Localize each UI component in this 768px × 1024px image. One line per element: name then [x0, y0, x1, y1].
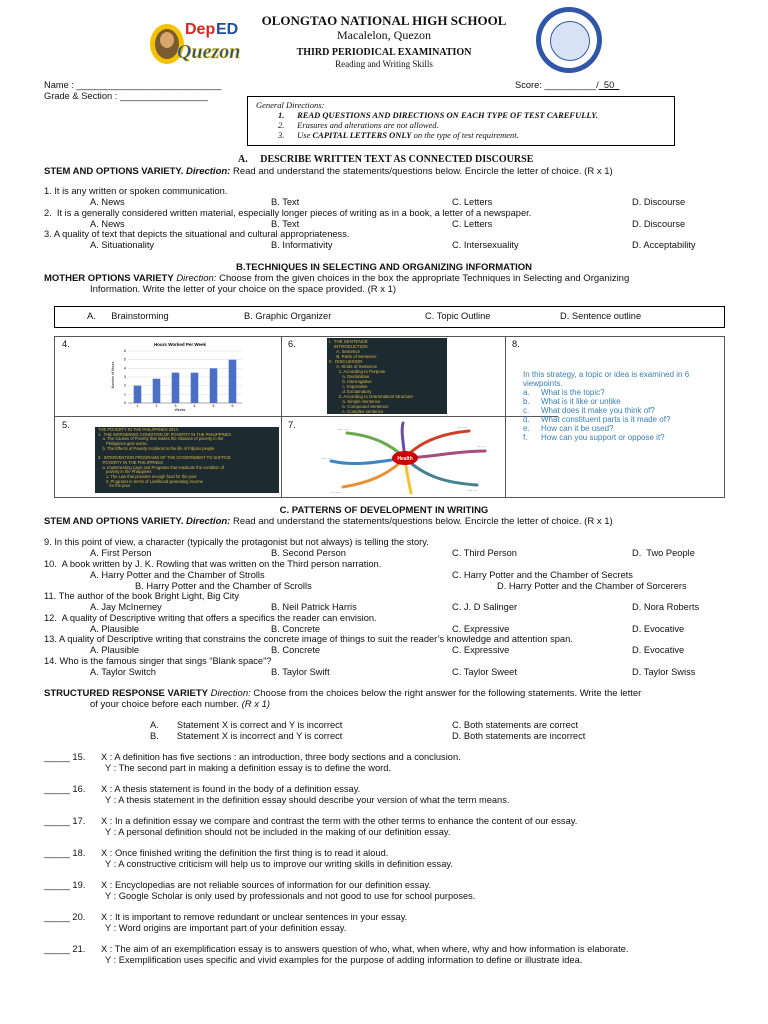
q11-option-d[interactable]: D. Nora Roberts — [632, 602, 700, 612]
grade-section-field[interactable]: Grade & Section : _________________ — [44, 91, 208, 101]
cubing-item: f. How can you support or oppose it? — [523, 433, 665, 442]
q2-option-b[interactable]: B. Text — [271, 219, 300, 229]
item-7-label: 7. — [288, 420, 296, 430]
q2-option-c[interactable]: C. Letters — [452, 219, 493, 229]
mindmap-center: Health — [397, 456, 413, 462]
cubing-item: c. What does it make you think of? — [523, 406, 655, 415]
chart-xlabel: Weeks — [174, 408, 186, 412]
q12-option-d[interactable]: D. Evocative — [632, 624, 685, 634]
q13-option-a[interactable]: A. Plausible — [90, 645, 140, 655]
section-c-title: C. PATTERNS OF DEVELOPMENT IN WRITING — [279, 505, 489, 516]
outline6-line: d. Exclamatory — [329, 389, 372, 394]
exam-title: THIRD PERIODICAL EXAMINATION — [296, 47, 472, 58]
q3-option-b[interactable]: B. Informativity — [271, 240, 333, 250]
statement-x: X : In a definition essay we compare and contrast the term with the other terms to enhance the content of our essay. — [101, 816, 578, 826]
item-5-label: 5. — [62, 420, 70, 430]
q14-option-b[interactable]: B. Taylor Swift — [271, 667, 330, 677]
svg-text:ED: ED — [216, 21, 239, 38]
question-10: 10. A book written by J. K. Rowling that was written on the Third person narration. — [44, 559, 382, 569]
statement-x: X : A thesis statement is found in the body of a definition essay. — [101, 784, 361, 794]
option-topic-outline: C. Topic Outline — [425, 311, 491, 321]
chart-ytick: 6 — [124, 349, 126, 353]
svg-text:Dep: Dep — [185, 21, 216, 38]
cubing-item: a. What is the topic? — [523, 388, 605, 397]
section-a-directions: STEM AND OPTIONS VARIETY. Direction: Read and understand the statements/questions below. Encircle the letter of choice. (R x 1) — [44, 166, 613, 177]
statement-y: Y : Google Scholar is only used by professionals and not good to use for school purposes. — [105, 891, 476, 901]
chart-title: Hours Worked Per Week — [153, 342, 207, 347]
chart-xtick: 5 — [212, 404, 215, 408]
technique-pictures-grid — [54, 336, 725, 498]
structured-directions-cont: of your choice before each number. (R x 1) — [90, 699, 271, 710]
outline5-line: poverty in the Philippines — [98, 469, 152, 475]
question-11: 11. The author of the book Bright Light, Big City — [44, 591, 240, 601]
outline6-line: 1. According to Purpose — [329, 369, 386, 374]
question-14: 14. Who is the famous singer that sings “Blank space”? — [44, 656, 272, 666]
direction-2: 2. Erasures and alterations are not allowed. — [278, 120, 439, 130]
question-12: 12. A quality of Descriptive writing that offers a specifics the reader can envision. — [44, 613, 377, 623]
section-a-title: A. DESCRIBE WRITTEN TEXT AS CONNECTED DISCOURSE — [238, 154, 534, 165]
choice-a: A. Statement X is correct and Y is incorrect — [150, 720, 343, 730]
chart-ytick: 2 — [124, 383, 126, 388]
question-2: 2. It is a generally considered written material, especially longer pieces of writing as in a book, a letter of a newspaper. — [44, 208, 532, 218]
outline5-line: for the poor — [98, 483, 131, 489]
score-field[interactable] — [515, 80, 619, 90]
item-8-label: 8. — [512, 339, 520, 349]
item-4-label: 4. — [62, 339, 70, 349]
q10-option-d[interactable]: D. Harry Potter and the Chamber of Sorcerers — [497, 581, 687, 591]
section-b-directions-cont: Information. Write the letter of your choice on the space provided. (R x 1) — [90, 284, 397, 295]
svg-text:~~~ ~~: ~~~ ~~ — [467, 488, 477, 492]
sentence-outline-slide — [327, 338, 447, 414]
chart-ylabel: Number of Hours — [111, 361, 115, 389]
svg-text:~~~ ~~: ~~~ ~~ — [457, 425, 467, 429]
cubing-intro-1: In this strategy, a topic or idea is examined in 6 — [523, 370, 690, 379]
option-brainstorming: A. Brainstorming — [87, 311, 169, 321]
chart-xtick: 2 — [155, 404, 158, 408]
outline6-line: A. Sentence — [329, 349, 360, 354]
q12-option-c[interactable]: C. Expressive — [452, 624, 510, 634]
q9-option-b[interactable]: B. Second Person — [271, 548, 346, 558]
cubing-strategy-text — [523, 370, 689, 442]
section-b-title: B.TECHNIQUES IN SELECTING AND ORGANIZING INFORMATION — [235, 262, 533, 273]
statement-y: Y : A personal definition should not be included in the making of our definition essay. — [105, 827, 451, 837]
statement-x: X : A definition has five sections : an introduction, three body sections and a conclusion. — [101, 752, 461, 762]
q14-option-d[interactable]: D. Taylor Swiss — [632, 667, 696, 677]
q11-option-b[interactable]: B. Neil Patrick Harris — [271, 602, 357, 612]
q12-option-a[interactable]: A. Plausible — [90, 624, 140, 634]
school-address: Macalelon, Quezon — [337, 28, 431, 42]
svg-text:~~ ~~~: ~~ ~~~ — [331, 490, 341, 494]
statement-x: X : Encyclopedias are not reliable sources of information for our definition essay. — [101, 880, 432, 890]
chart-bar — [134, 386, 142, 403]
q9-option-c[interactable]: C. Third Person — [452, 548, 517, 558]
outline6-line: c. Complex sentence — [329, 409, 384, 414]
q1-option-b[interactable]: B. Text — [271, 197, 300, 207]
cubing-intro-2: viewpoints. — [523, 379, 563, 388]
svg-text:Quezon: Quezon — [177, 41, 241, 63]
svg-text:~~~ ~~: ~~~ ~~ — [321, 456, 331, 460]
chart-bar — [172, 373, 180, 403]
answer-blank[interactable]: _____ 19. — [44, 880, 86, 890]
chart-ytick: 1 — [124, 392, 126, 397]
item-6-label: 6. — [288, 339, 296, 349]
q2-option-a[interactable]: A. News — [90, 219, 125, 229]
q9-option-a[interactable]: A. First Person — [90, 548, 152, 558]
general-directions-box — [247, 96, 675, 146]
outline5-line: b. The Effects of Poverty Incidents to the life of Filipino people — [98, 445, 215, 451]
statement-x: X : Once finished writing the definition the first thing is to read it aloud. — [101, 848, 389, 858]
outline6-line: a. Simple Sentence — [329, 399, 381, 404]
choice-d: D. Both statements are incorrect — [452, 731, 586, 741]
cubing-item: e. How can it be used? — [523, 424, 614, 433]
q10-option-b[interactable]: B. Harry Potter and the Chamber of Scrolls — [135, 581, 312, 591]
score-label: Score: __________/ — [515, 80, 599, 90]
q13-option-c[interactable]: C. Expressive — [452, 645, 510, 655]
q1-option-d[interactable]: D. Discourse — [632, 197, 686, 207]
q14-option-a[interactable]: A. Taylor Switch — [90, 667, 156, 677]
outline6-line: A. Kinds of Sentence — [329, 364, 378, 369]
outline6-line: b. Compound Sentence — [329, 404, 389, 409]
chart-ytick: 4 — [124, 366, 126, 371]
section-b-directions: MOTHER OPTIONS VARIETY Direction: Choose from the given choices in the box the appropriate Techniques in Selecting and Organizing — [44, 273, 630, 284]
q10-option-a[interactable]: A. Harry Potter and the Chamber of Strolls — [90, 570, 265, 580]
outline6-line: a. Declarative — [329, 374, 370, 379]
choice-c: C. Both statements are correct — [452, 720, 579, 730]
answer-blank[interactable]: _____ 21. — [44, 944, 86, 954]
q11-option-a[interactable]: A. Jay McInerney — [90, 602, 162, 612]
statement-x: X : The aim of an exemplification essay is to answers question of who, what, when where, why and how information is elaborate. — [101, 944, 629, 954]
svg-text:~~ ~~: ~~ ~~ — [477, 444, 485, 448]
statement-y: Y : A thesis statement in the definition essay should describe your version of what the term means. — [105, 795, 510, 805]
statement-y: Y : A constructive criticism will help us to improve our writing skills in definition essay. — [105, 859, 453, 869]
option-sentence-outline: D. Sentence outline — [560, 311, 642, 321]
choice-b: B. Statement X is incorrect and Y is correct — [150, 731, 343, 741]
cubing-item: b. What is it like or unlike — [523, 397, 621, 406]
chart-bar — [229, 360, 237, 403]
answer-blank[interactable]: _____ 20. — [44, 912, 86, 922]
chart-ytick: 5 — [124, 357, 126, 362]
chart-ytick: 3 — [124, 375, 126, 379]
outline5-line: a. The Causes of Poverty that makes the situation of poverty in the — [98, 436, 224, 442]
q10-option-c[interactable]: C. Harry Potter and the Chamber of Secrets — [452, 570, 633, 580]
q3-option-d[interactable]: D. Acceptability — [632, 240, 696, 250]
statement-y: Y : Exemplification uses specific and vivid examples for the purpose of adding information to define or illustrate idea. — [105, 955, 583, 965]
section-c-directions: STEM AND OPTIONS VARIETY. Direction: Read and understand the statements/questions below. Encircle the letter of choice. (R x 1) — [44, 516, 613, 527]
option-graphic-organizer: B. Graphic Organizer — [244, 311, 332, 321]
mind-map-image — [307, 421, 503, 495]
answer-blank[interactable]: _____ 17. — [44, 816, 86, 826]
chart-bar — [191, 373, 199, 403]
question-13: 13. A quality of Descriptive writing that constrains the concrete image of things to suit the reader’s knowledge and attention span. — [44, 634, 573, 644]
outline6-line: b. Interrogative — [329, 379, 372, 384]
outline6-line: c. Imperative — [329, 384, 368, 389]
answer-blank[interactable]: _____ 18. — [44, 848, 86, 858]
q13-option-b[interactable]: B. Concrete — [271, 645, 321, 655]
outline6-line: I. THE SENTENCE — [329, 339, 368, 344]
direction-3: 3. Use CAPITAL LETTERS ONLY on the type of test requirement. — [278, 130, 519, 140]
chart-xtick: 3 — [174, 404, 177, 408]
chart-xtick: 1 — [136, 404, 139, 408]
hours-bar-chart — [110, 339, 250, 413]
school-name: OLONGTAO NATIONAL HIGH SCHOOL — [261, 13, 507, 28]
score-total: 50 — [603, 80, 615, 90]
q11-option-c[interactable]: C. J. D Salinger — [452, 602, 518, 612]
q14-option-c[interactable]: C. Taylor Sweet — [452, 667, 517, 677]
q1-option-a[interactable]: A. News — [90, 197, 125, 207]
outline5-line: 2. INTERVENTION PROGRAMS OF THE GOVERNMENT TO SUFFICE — [98, 455, 231, 461]
outline5-line: Philippines gets worse. — [98, 441, 148, 447]
cubing-item: d. What constituent parts is it made of? — [523, 415, 671, 424]
structured-directions: STRUCTURED RESPONSE VARIETY Direction: Choose from the choices below the right answer for the following statements. Write the letter — [44, 688, 642, 699]
outline5-line: THE POVERTY IN THE PHILIPPINES 2014 — [98, 427, 178, 432]
outline6-line: 2. According to Grammatical Structure — [329, 394, 413, 399]
outline5-line: 1. THE WORSENING CONDITION OF POVERTY IN THE PHILIPPINES — [98, 431, 231, 437]
q1-option-c[interactable]: C. Letters — [452, 197, 493, 207]
q2-option-d[interactable]: D. Discourse — [632, 219, 686, 229]
outline5-line: 2. Programs in terms of Livelihood generating income — [98, 478, 203, 484]
q3-option-c[interactable]: C. Intersexuality — [452, 240, 519, 250]
outline6-line: B. Parts of Sentence — [329, 354, 377, 359]
chart-xtick: 4 — [193, 404, 196, 408]
outline5-line: POVERTY IN THE PHILIPPINES — [98, 459, 163, 465]
question-1: 1. It is any written or spoken communication. — [44, 186, 228, 196]
outline5-line: a. Implementing Laws and Programs that eradicate the condition of — [98, 464, 225, 470]
statement-y: Y : The second part in making a definition essay is to define the word. — [105, 763, 391, 773]
question-9: 9. In this point of view, a character (typically the protagonist but not always) is telling the story. — [44, 537, 429, 547]
q3-option-a[interactable]: A. Situationality — [90, 240, 155, 250]
direction-1: 1. READ QUESTIONS AND DIRECTIONS ON EACH TYPE OF TEST CAREFULLY. — [278, 110, 598, 120]
chart-ytick: 0 — [124, 401, 126, 405]
answer-blank[interactable]: _____ 15. — [44, 752, 86, 762]
outline6-line: II. DISCUSSION — [329, 359, 363, 364]
question-3: 3. A quality of text that depicts the situational and cultural appropriateness. — [44, 229, 350, 239]
topic-outline-slide — [95, 427, 279, 493]
statement-x: X : It is important to remove redundant or unclear sentences in your essay. — [101, 912, 408, 922]
chart-xtick: 6 — [231, 404, 234, 408]
q13-option-d[interactable]: D. Evocative — [632, 645, 685, 655]
q12-option-b[interactable]: B. Concrete — [271, 624, 321, 634]
q9-option-d[interactable]: D. Two People — [632, 548, 695, 558]
subject-title: Reading and Writing Skills — [335, 59, 433, 69]
statement-y: Y : Word origins are important part of your definition essay. — [105, 923, 347, 933]
outline5-line: 1. The Law that provides enough food for the poor — [98, 474, 197, 480]
answer-blank[interactable]: _____ 16. — [44, 784, 86, 794]
chart-bar — [153, 379, 161, 403]
chart-bar — [210, 368, 218, 403]
directions-title: General Directions: — [256, 100, 325, 110]
svg-text:~~~ ~~~: ~~~ ~~~ — [337, 427, 349, 431]
name-field[interactable]: Name : ____________________________ — [44, 80, 222, 90]
options-box — [54, 306, 725, 328]
outline6-line: INTRODUCTION — [329, 344, 368, 349]
